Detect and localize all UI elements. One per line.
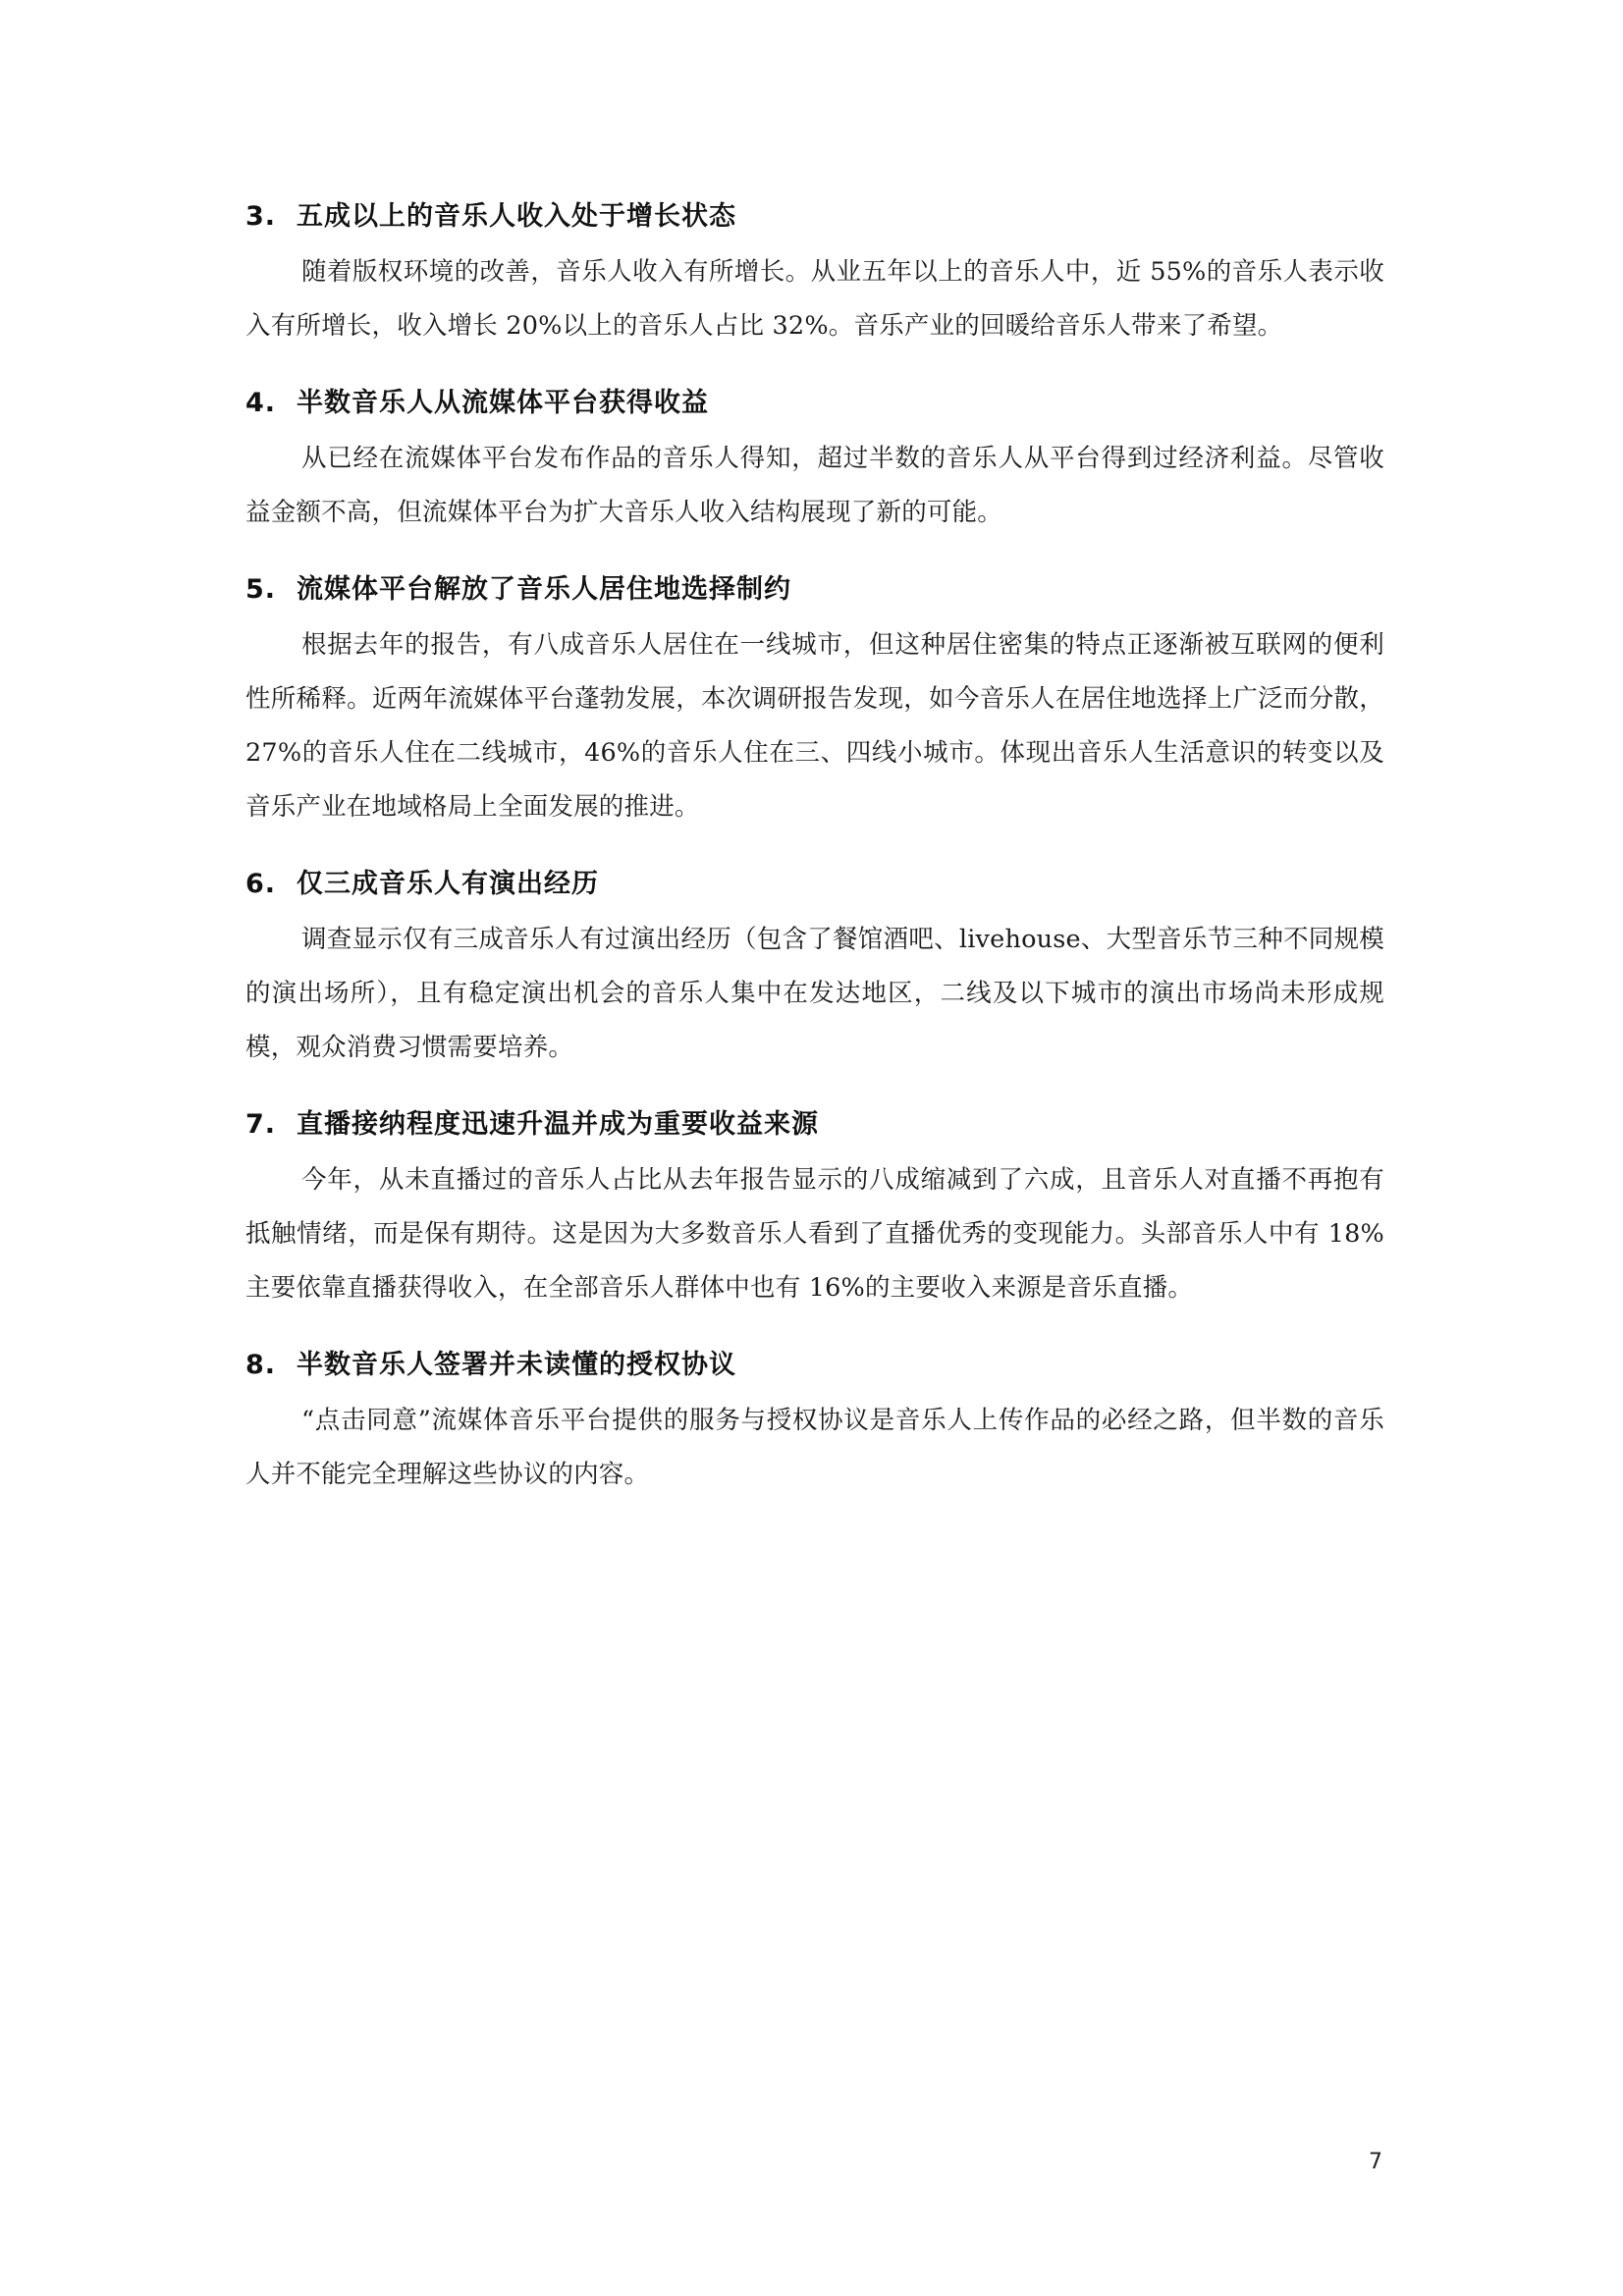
section-paragraph: 从已经在流媒体平台发布作品的音乐人得知，超过半数的音乐人从平台得到过经济利益。尽管收益金额不高，但流媒体平台为扩大音乐人收入结构展现了新的可能。 [245, 444, 1384, 527]
section-number: 4. [245, 388, 277, 418]
section-3 [245, 194, 1384, 353]
section-heading [245, 381, 1384, 432]
section-title: 半数音乐人签署并未读懂的授权协议 [297, 1350, 736, 1380]
section-paragraph: 今年，从未直播过的音乐人占比从去年报告显示的八成缩减到了六成，且音乐人对直播不再抱有抵触情绪，而是保有期待。这是因为大多数音乐人看到了直播优秀的变现能力。头部音乐人中有 18%主要依靠直播获得收入，在全部音乐人群体中也有 16%的主要收入来源是音乐直播。 [245, 1165, 1384, 1303]
section-6 [245, 862, 1384, 1075]
section-heading [245, 862, 1384, 913]
document-body [245, 194, 1384, 1529]
section-paragraph: 随着版权环境的改善，音乐人收入有所增长。从业五年以上的音乐人中，近 55%的音乐人表示收入有所增长，收入增长 20%以上的音乐人占比 32%。音乐产业的回暖给音乐人带来了希望。 [245, 257, 1384, 341]
section-heading [245, 1343, 1384, 1394]
section-5 [245, 567, 1384, 834]
section-number: 5. [245, 574, 277, 605]
section-number: 7. [245, 1109, 277, 1140]
page-number: 7 [1369, 2150, 1382, 2174]
section-title: 五成以上的音乐人收入处于增长状态 [297, 201, 736, 232]
section-number: 6. [245, 869, 277, 899]
section-paragraph: 调查显示仅有三成音乐人有过演出经历（包含了餐馆酒吧、livehouse、大型音乐节三种不同规模的演出场所），且有稳定演出机会的音乐人集中在发达地区，二线及以下城市的演出市场尚未形成规模，观众消费习惯需要培养。 [245, 925, 1384, 1062]
section-7 [245, 1102, 1384, 1315]
section-heading [245, 194, 1384, 245]
section-heading [245, 1102, 1384, 1153]
section-number: 3. [245, 201, 277, 232]
section-8 [245, 1343, 1384, 1502]
section-paragraph: 根据去年的报告，有八成音乐人居住在一线城市，但这种居住密集的特点正逐渐被互联网的便利性所稀释。近两年流媒体平台蓬勃发展，本次调研报告发现，如今音乐人在居住地选择上广泛而分散，27%的音乐人住在二线城市，46%的音乐人住在三、四线小城市。体现出音乐人生活意识的转变以及音乐产业在地域格局上全面发展的推进。 [245, 630, 1384, 822]
section-title: 半数音乐人从流媒体平台获得收益 [297, 388, 709, 418]
section-title: 直播接纳程度迅速升温并成为重要收益来源 [297, 1109, 819, 1140]
section-paragraph: “点击同意”流媒体音乐平台提供的服务与授权协议是音乐人上传作品的必经之路，但半数的音乐人并不能完全理解这些协议的内容。 [245, 1406, 1384, 1489]
section-title: 流媒体平台解放了音乐人居住地选择制约 [297, 574, 791, 605]
section-4 [245, 381, 1384, 540]
section-heading [245, 567, 1384, 618]
section-title: 仅三成音乐人有演出经历 [297, 869, 599, 899]
section-number: 8. [245, 1350, 277, 1380]
